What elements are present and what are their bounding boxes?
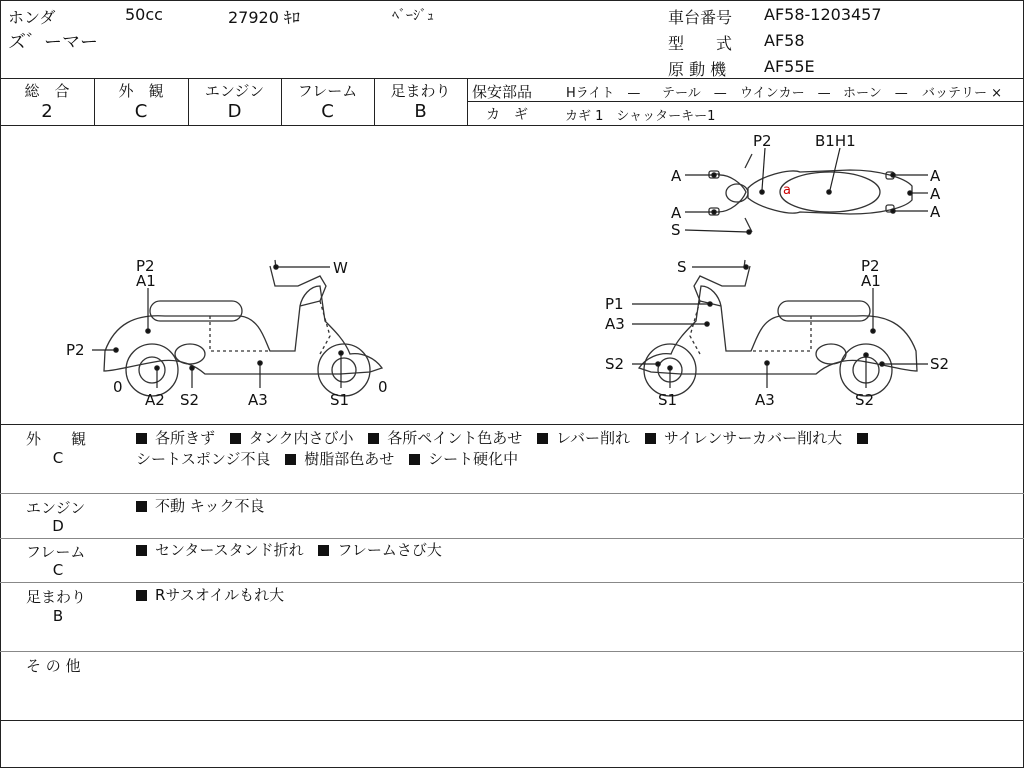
exterior-label: 外 観 xyxy=(26,430,87,448)
grade-value-suspension: B xyxy=(414,101,427,122)
safety-horn: ホーン — xyxy=(843,86,908,101)
label-right-s2c: S2 xyxy=(930,355,950,373)
divider xyxy=(0,582,1024,583)
comment-item: Rサスオイルもれ大 xyxy=(155,586,285,604)
label-top-s: S xyxy=(671,221,681,239)
label-right-s1: S1 xyxy=(658,391,678,409)
exterior-items xyxy=(136,428,1006,470)
engine-comment-grade: D xyxy=(52,517,64,535)
type-value: AF58 xyxy=(764,31,805,50)
safety-headlight: Hライト — xyxy=(566,86,641,101)
grade-value-exterior: C xyxy=(134,101,148,122)
label-top-a: A xyxy=(671,204,682,222)
label-left-w: W xyxy=(333,259,348,277)
comment-item: シート硬化中 xyxy=(428,450,519,468)
safety-winker: ウインカー — xyxy=(740,86,831,101)
grade-value-engine: D xyxy=(227,101,242,122)
safety-label: 保安部品 xyxy=(472,83,533,101)
divider xyxy=(0,538,1024,539)
label-left-a2: A2 xyxy=(145,391,165,409)
label-left-a3: A3 xyxy=(248,391,268,409)
label-left-s1: S1 xyxy=(330,391,350,409)
label-top-a: A xyxy=(671,167,682,185)
label-right-s2b: S2 xyxy=(855,391,875,409)
maker: ホンダ xyxy=(8,8,56,27)
label-top-b1h1: B1H1 xyxy=(815,132,856,150)
key-label: カ ギ xyxy=(486,107,528,123)
frame-comment-label: フレーム xyxy=(26,543,86,561)
comment-item: タンク内さび小 xyxy=(248,429,354,447)
frame-items xyxy=(136,540,452,561)
type-label: 型 式 xyxy=(668,34,733,53)
grade-label-exterior: 外 観 xyxy=(118,82,164,100)
model-name: ズ゛ーマー xyxy=(8,32,98,53)
suspension-comment-grade: B xyxy=(52,607,64,625)
damage-diagram xyxy=(0,126,1024,423)
engine-items xyxy=(136,496,274,517)
safety-taillight: テール — xyxy=(662,86,727,101)
safety-battery: バッテリー × xyxy=(922,86,1003,101)
label-right-p1: P1 xyxy=(605,295,624,313)
comment-item: フレームさび大 xyxy=(337,541,442,559)
label-top-a: A xyxy=(930,203,941,221)
grade-label-engine: エンジン xyxy=(204,82,265,100)
exterior-grade: C xyxy=(52,449,64,467)
label-left-a1: A1 xyxy=(136,272,156,290)
grade-label-suspension: 足まわり xyxy=(390,82,451,100)
label-left-zero: 0 xyxy=(378,378,388,396)
comment-item: センタースタンド折れ xyxy=(155,541,304,559)
divider xyxy=(467,101,1023,102)
grade-value-overall: 2 xyxy=(41,101,53,122)
frame-comment-grade: C xyxy=(52,561,64,579)
label-top-a: A xyxy=(930,167,941,185)
engine-label: 原 動 機 xyxy=(668,60,727,79)
suspension-comment-label: 足まわり xyxy=(26,588,87,606)
engine-value: AF55E xyxy=(764,57,815,76)
label-left-p2b: P2 xyxy=(66,341,85,359)
frame-no: AF58-1203457 xyxy=(764,5,882,24)
other-comment-label: そ の 他 xyxy=(26,657,81,675)
label-right-p2: P2 xyxy=(861,257,880,275)
label-left-p2: P2 xyxy=(136,257,155,275)
engine-comment-label: エンジン xyxy=(26,499,86,517)
mileage: 27920 ｷﾛ xyxy=(228,8,300,27)
red-mark: a xyxy=(783,183,791,198)
comment-item: サイレンサーカバー削れ大 xyxy=(663,429,843,447)
key-value: カギ 1 シャッターキー1 xyxy=(565,109,716,124)
label-right-a1: A1 xyxy=(861,272,881,290)
comment-item: レバー削れ xyxy=(556,429,631,447)
label-left-s2: S2 xyxy=(180,391,200,409)
label-right-a3: A3 xyxy=(605,315,625,333)
frame-no-label: 車台番号 xyxy=(668,8,733,27)
label-right-a3b: A3 xyxy=(755,391,775,409)
label-right-s: S xyxy=(677,258,687,276)
comment-item: 各所きず xyxy=(155,429,216,447)
suspension-items xyxy=(136,585,294,606)
divider xyxy=(0,493,1024,494)
comment-item: 樹脂部色あせ xyxy=(304,450,395,468)
label-right-s2: S2 xyxy=(605,355,625,373)
top-view-scooter xyxy=(709,154,912,232)
label-top-p2: P2 xyxy=(753,132,772,150)
divider xyxy=(0,651,1024,652)
grade-label-frame: フレーム xyxy=(297,82,358,100)
comment-item: 不動 キック不良 xyxy=(155,497,265,515)
label-top-a: A xyxy=(930,185,941,203)
comment-item: 各所ペイント色あせ xyxy=(387,429,523,447)
grade-label-overall: 総 合 xyxy=(24,82,70,100)
body-color: ﾍﾞｰｼﾞｭ xyxy=(392,8,434,24)
displacement: 50cc xyxy=(125,5,163,24)
grade-value-frame: C xyxy=(321,101,334,122)
label-left-zero: 0 xyxy=(113,378,123,396)
comment-item: シートスポンジ不良 xyxy=(136,450,271,468)
